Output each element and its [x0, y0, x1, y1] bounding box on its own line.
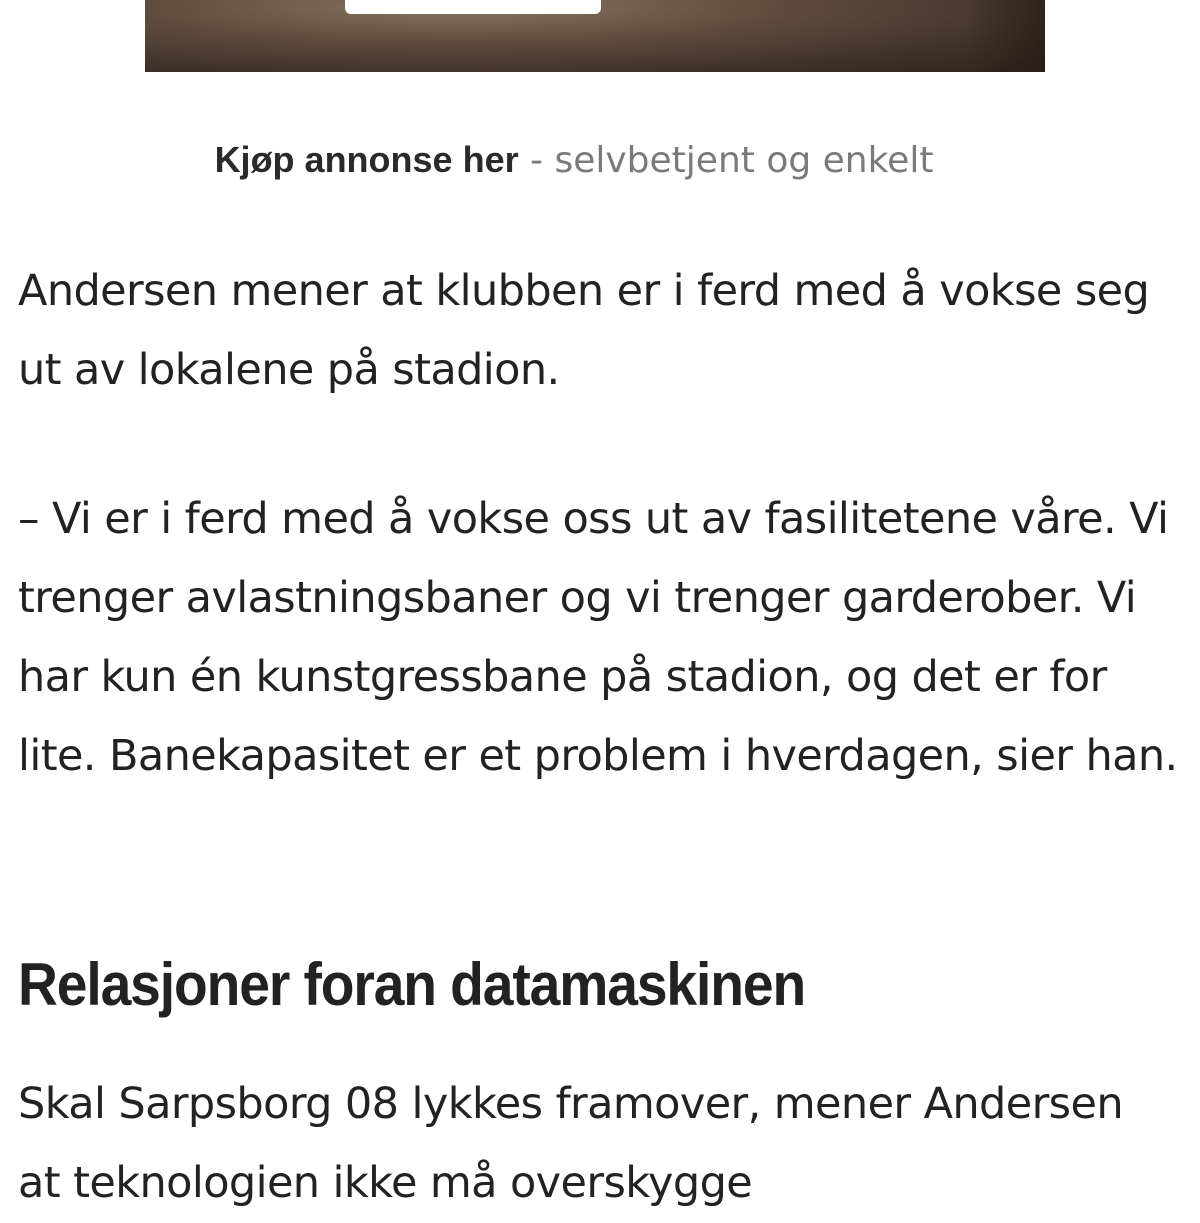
article-paragraph-3: Skal Sarpsborg 08 lykkes framover, mener Andersen at teknologien ikke må overskygge: [18, 1079, 1123, 1208]
article-paragraph-1: Andersen mener at klubben er i ferd med å vokse seg ut av lokalene på stadion.: [18, 266, 1150, 395]
buy-ad-link[interactable]: Kjøp annonse her: [214, 139, 519, 180]
ad-caption: [0, 136, 1148, 185]
ad-caption-subtext: - selvbetjent og enkelt: [518, 140, 934, 181]
section-heading: Relasjoner foran datamaskinen: [18, 951, 806, 1018]
ad-image-shadow: [965, 0, 1045, 72]
ad-image-highlight: [345, 0, 601, 14]
article-paragraph-2: – Vi er i ferd med å vokse oss ut av fasilitetene våre. Vi trenger avlastningsbaner og vi trenger garderober. Vi har kun én kunstgressbane på stadion, og det er for lite. Banekapasitet er et problem i hverdagen, sier han.: [18, 494, 1178, 781]
ad-banner-image[interactable]: [145, 0, 1045, 72]
